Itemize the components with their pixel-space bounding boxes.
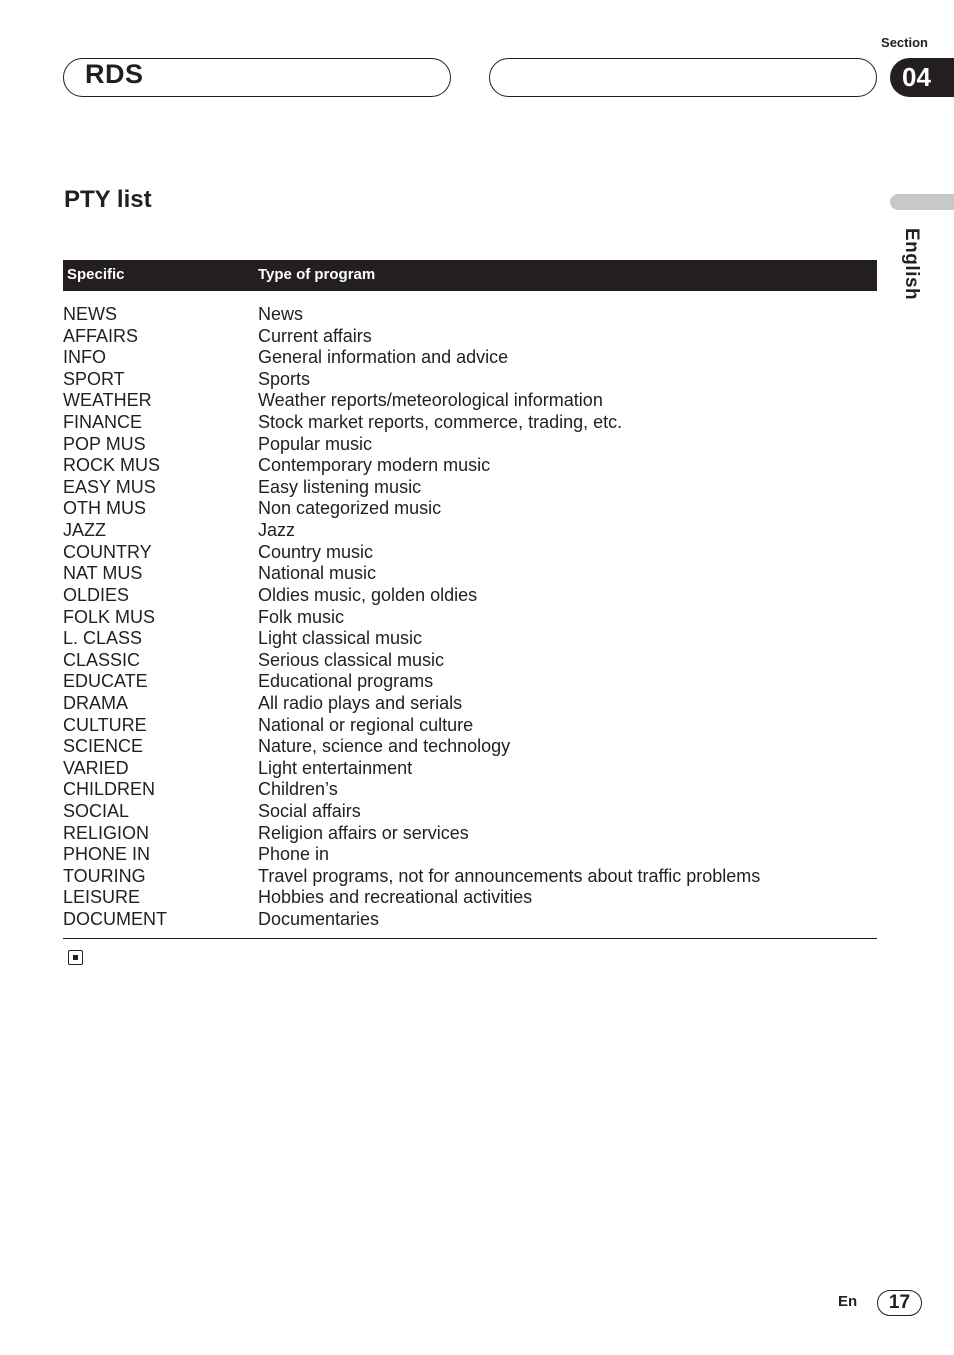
table-row <box>63 369 877 391</box>
page-number: 17 <box>877 1290 922 1316</box>
pty-code: JAZZ <box>63 520 106 541</box>
table-row <box>63 304 877 326</box>
table-header <box>63 260 877 291</box>
table-row <box>63 347 877 369</box>
column-header-type: Type of program <box>258 266 376 283</box>
pty-description: National or regional culture <box>258 714 474 735</box>
pty-description: Weather reports/meteorological information <box>258 390 603 411</box>
pty-description: Oldies music, golden oldies <box>258 584 478 605</box>
pty-description: Social affairs <box>258 801 361 822</box>
language-tab-marker <box>890 194 954 210</box>
pty-description: Easy listening music <box>258 476 422 497</box>
pty-code: OLDIES <box>63 584 130 605</box>
pty-description: General information and advice <box>258 347 509 368</box>
table-row <box>63 736 877 758</box>
pty-code: FINANCE <box>63 412 143 433</box>
table-row <box>63 671 877 693</box>
language-tab-label: English <box>901 228 922 301</box>
table-row <box>63 542 877 564</box>
pty-description: All radio plays and serials <box>258 692 463 713</box>
pty-description: Folk music <box>258 606 345 627</box>
pty-description: Nature, science and technology <box>258 736 511 757</box>
pty-description: Non categorized music <box>258 498 442 519</box>
pty-description: Light entertainment <box>258 757 413 778</box>
pty-code: LEISURE <box>63 887 141 908</box>
pty-code: NAT MUS <box>63 563 143 584</box>
pty-description: Hobbies and recreational activities <box>258 887 533 908</box>
pty-code: NEWS <box>63 304 117 324</box>
table-row <box>63 758 877 780</box>
section-label: Section <box>881 35 928 50</box>
pty-description: Jazz <box>258 520 296 541</box>
pty-code: TOURING <box>63 865 146 886</box>
table-row <box>63 585 877 607</box>
pty-description: Serious classical music <box>258 649 445 670</box>
table-row <box>63 498 877 520</box>
pty-description: News <box>258 304 304 324</box>
table-row <box>63 887 877 909</box>
pty-code: RELIGION <box>63 822 150 843</box>
page-title: PTY list <box>64 186 152 213</box>
table-row <box>63 715 877 737</box>
pty-description: Religion affairs or services <box>258 822 469 843</box>
pty-code: PHONE IN <box>63 844 151 865</box>
pty-description: Contemporary modern music <box>258 455 491 476</box>
pty-code: SPORT <box>63 368 125 389</box>
header-title: RDS <box>85 59 144 89</box>
table-row <box>63 455 877 477</box>
table-row <box>63 823 877 845</box>
pty-code: CULTURE <box>63 714 147 735</box>
table-row <box>63 844 877 866</box>
pty-description: National music <box>258 563 377 584</box>
pty-description: Stock market reports, commerce, trading, etc. <box>258 412 623 433</box>
pty-code: SOCIAL <box>63 801 130 822</box>
header-right-frame <box>489 58 877 97</box>
pty-code: ROCK MUS <box>63 455 161 476</box>
pty-description: Children’s <box>258 779 338 800</box>
pty-description: Educational programs <box>258 671 434 692</box>
pty-code: INFO <box>63 347 106 368</box>
pty-code: DRAMA <box>63 692 129 713</box>
table-row <box>63 412 877 434</box>
end-of-section-icon <box>68 950 83 965</box>
pty-code: FOLK MUS <box>63 606 156 627</box>
pty-table-body <box>63 304 877 931</box>
table-row <box>63 326 877 348</box>
pty-code: AFFAIRS <box>63 325 139 346</box>
pty-code: OTH MUS <box>63 498 146 519</box>
pty-code: CLASSIC <box>63 649 141 670</box>
footer-language: En <box>838 1293 858 1310</box>
pty-code: EASY MUS <box>63 476 156 497</box>
pty-code: COUNTRY <box>63 541 152 562</box>
table-row <box>63 693 877 715</box>
column-header-specific: Specific <box>67 266 125 283</box>
table-row <box>63 650 877 672</box>
table-row <box>63 909 877 931</box>
table-row <box>63 520 877 542</box>
pty-code: DOCUMENT <box>63 909 167 930</box>
pty-description: Travel programs, not for announcements about traffic problems <box>258 865 761 886</box>
pty-description: Phone in <box>258 844 330 865</box>
pty-description: Popular music <box>258 433 373 454</box>
pty-code: WEATHER <box>63 390 152 411</box>
pty-code: SCIENCE <box>63 736 144 757</box>
table-row <box>63 390 877 412</box>
table-row <box>63 866 877 888</box>
table-bottom-rule <box>63 938 877 939</box>
pty-description: Sports <box>258 368 311 389</box>
pty-code: VARIED <box>63 757 129 778</box>
pty-description: Light classical music <box>258 628 423 649</box>
table-row <box>63 477 877 499</box>
pty-description: Country music <box>258 541 374 562</box>
pty-code: EDUCATE <box>63 671 148 692</box>
pty-code: CHILDREN <box>63 779 156 800</box>
section-number: 04 <box>902 62 931 92</box>
table-row <box>63 628 877 650</box>
pty-description: Current affairs <box>258 325 372 346</box>
pty-code: POP MUS <box>63 433 146 454</box>
pty-code: L. CLASS <box>63 628 143 649</box>
table-row <box>63 563 877 585</box>
table-row <box>63 607 877 629</box>
table-row <box>63 434 877 456</box>
pty-description: Documentaries <box>258 909 380 930</box>
table-row <box>63 801 877 823</box>
table-row <box>63 779 877 801</box>
